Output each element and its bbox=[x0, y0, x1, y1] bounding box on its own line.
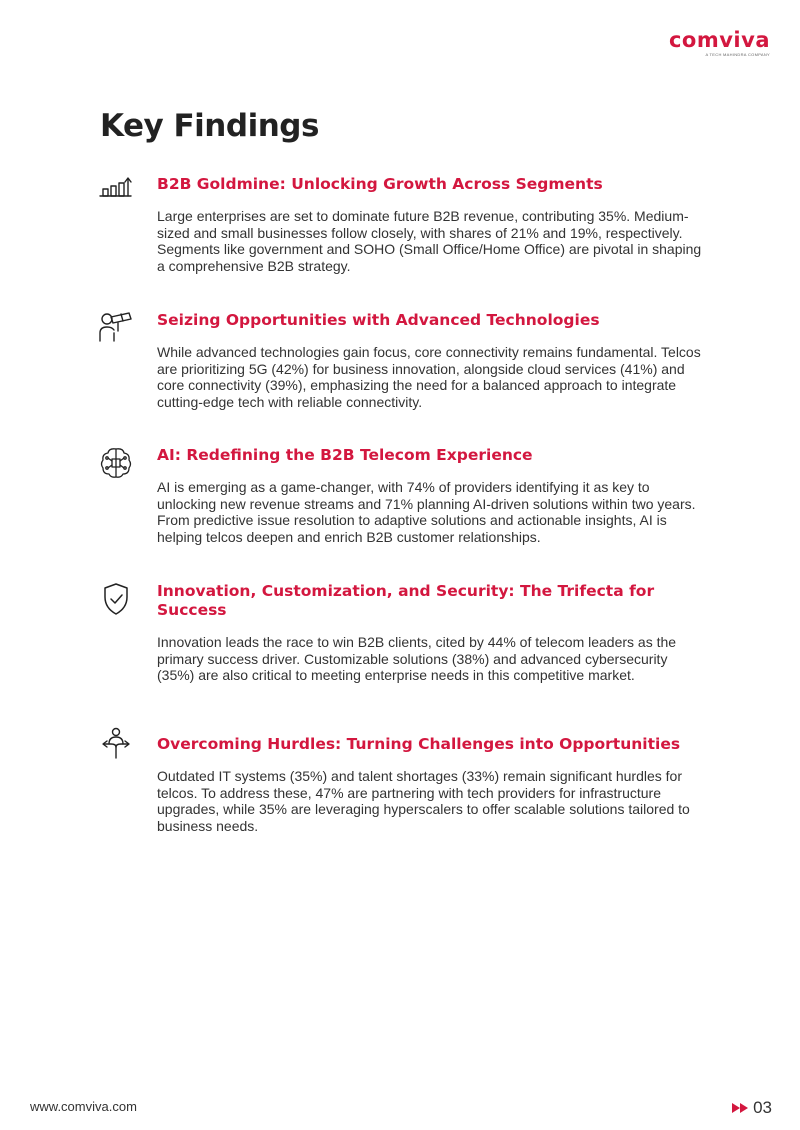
finding-growth bbox=[97, 175, 707, 274]
logo-wordmark: comviva bbox=[668, 28, 770, 52]
comviva-logo bbox=[669, 30, 770, 57]
ai-brain-icon bbox=[97, 446, 135, 480]
finding-title: Innovation, Customization, and Security: The Trifecta for Success bbox=[157, 582, 655, 619]
finding-body: AI is emerging as a game-changer, with 74% of providers identifying it as key to unlocking new revenue streams and 71% planning AI-driven solutions within two years. From predictive issue resolution to adaptive solutions and actionable insights, AI is helping telcos deepen and enrich B2B customer relationships. bbox=[157, 479, 696, 545]
finding-title: AI: Redefining the B2B Telecom Experience bbox=[157, 446, 533, 464]
person-crossroads-icon bbox=[97, 727, 135, 761]
finding-body: Innovation leads the race to win B2B clients, cited by 44% of telecom leaders as the primary success driver. Customizable solutions (38%) and advanced cybersecurity (35%) are also critical to meeting enterprise needs in this competitive market. bbox=[157, 634, 677, 683]
growth-chart-icon bbox=[97, 175, 135, 209]
person-telescope-icon bbox=[97, 311, 135, 345]
page-number-text: 03 bbox=[753, 1098, 772, 1117]
finding-body: Outdated IT systems (35%) and talent shortages (33%) remain significant hurdles for telcos. To address these, 47% are partnering with tech providers for infrastructure upgrades, while 35% are leveraging hyperscalers to offer scalable solutions tailored to business needs. bbox=[157, 768, 690, 834]
finding-technologies bbox=[97, 311, 707, 410]
finding-body: Large enterprises are set to dominate future B2B revenue, contributing 35%. Medium-sized and small businesses follow closely, with shares of 21% and 19%, respectively. Segments like government and SOHO (Small Office/Home Office) are pivotal in shaping a comprehensive B2B strategy. bbox=[157, 208, 702, 274]
finding-ai bbox=[97, 446, 707, 545]
finding-innovation bbox=[97, 582, 707, 684]
finding-title: Seizing Opportunities with Advanced Technologies bbox=[157, 311, 600, 329]
footer-website-link[interactable]: www.comviva.com bbox=[30, 1099, 137, 1114]
logo-tagline: A TECH MAHINDRA COMPANY bbox=[705, 52, 770, 57]
finding-hurdles bbox=[97, 735, 707, 834]
double-chevron-icon bbox=[732, 1103, 750, 1113]
page-number bbox=[732, 1098, 772, 1118]
finding-body: While advanced technologies gain focus, core connectivity remains fundamental. Telcos are prioritizing 5G (42%) for business innovation, alongside cloud services (41%) and core connectivity (39%), emphasizing the need for a balanced approach to integrate cutting-edge tech with reliable connectivity. bbox=[157, 344, 701, 410]
finding-title: Overcoming Hurdles: Turning Challenges into Opportunities bbox=[157, 735, 681, 753]
finding-title: B2B Goldmine: Unlocking Growth Across Segments bbox=[157, 175, 603, 193]
shield-check-icon bbox=[97, 582, 135, 616]
page-title: Key Findings bbox=[100, 108, 319, 144]
